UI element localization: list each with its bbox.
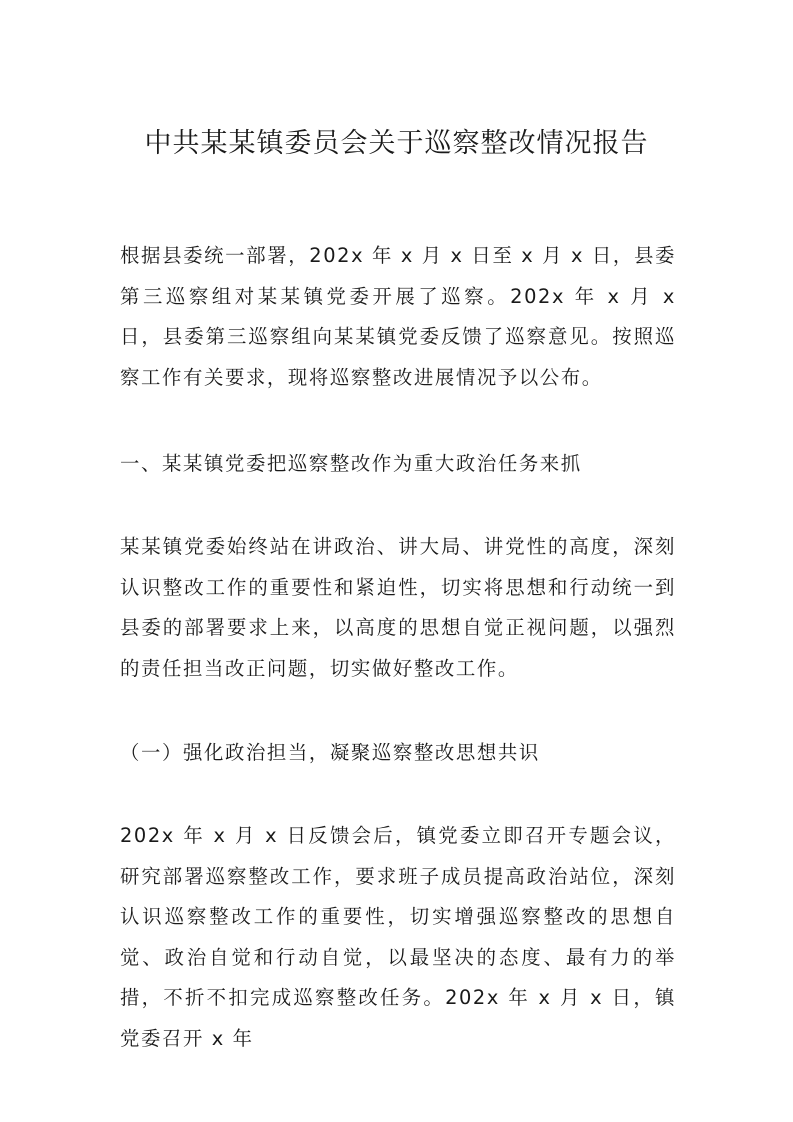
subsection-heading-1: （一）强化政治担当，凝聚巡察整改思想共识 xyxy=(120,741,540,764)
paragraph-intro: 根据县委统一部署，202x 年 x 月 x 日至 x 月 x 日，县委第三巡察组对某某镇党委开展了巡察。202x 年 x 月 x 日，县委第三巡察组向某某镇党委反馈了巡察意见。按照巡察工作有关要求，现将巡察整改进展情况予以公布。 xyxy=(120,244,676,389)
section-heading-1: 一、某某镇党委把巡察整改作为重大政治任务来抓 xyxy=(120,452,582,475)
paragraph-section-1: 某某镇党委始终站在讲政治、讲大局、讲党性的高度，深刻认识整改工作的重要性和紧迫性，切实将思想和行动统一到县委的部署要求上来，以高度的思想自觉正视问题，以强烈的责任担当改正问题，切实做好整改工作。 xyxy=(120,535,676,680)
paragraph-subsection-1: 202x 年 x 月 x 日反馈会后，镇党委立即召开专题会议，研究部署巡察整改工作，要求班子成员提高政治站位，深刻认识巡察整改工作的重要性，切实增强巡察整改的思想自觉、政治自觉和行动自觉，以最坚决的态度、最有力的举措，不折不扣完成巡察整改任务。202x 年 x 月 x 日，镇党委召开 x 年 xyxy=(120,824,676,1050)
document-title: 中共某某镇委员会关于巡察整改情况报告 xyxy=(144,128,649,159)
